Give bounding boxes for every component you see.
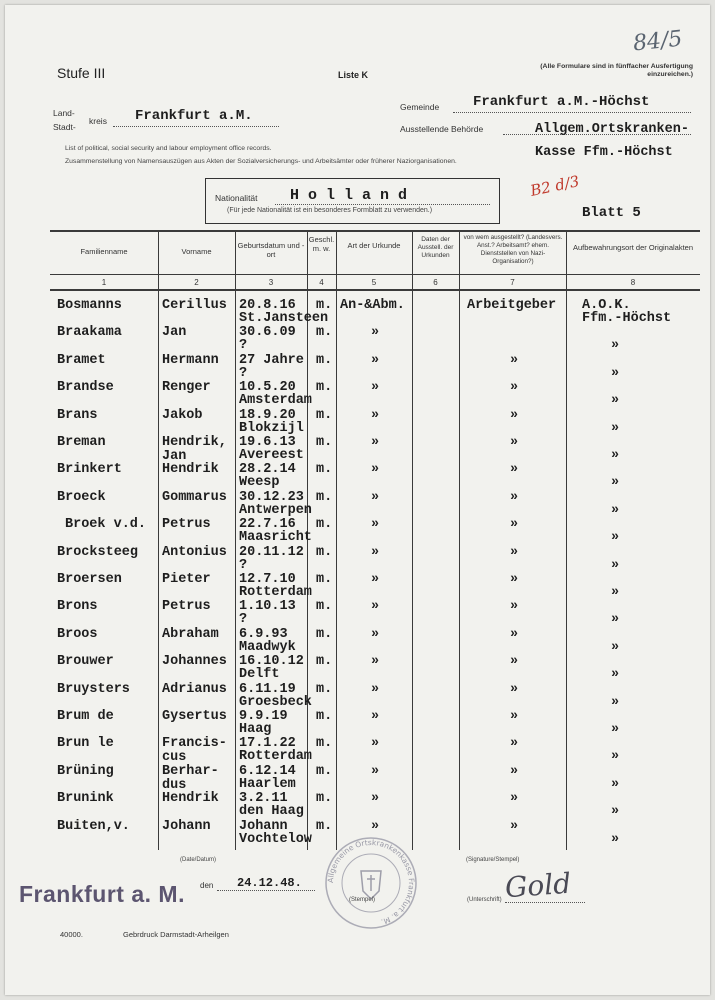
firstname-cell: Petrus <box>162 517 211 532</box>
issuer-cell: » <box>510 462 519 477</box>
art-cell: » <box>371 353 380 368</box>
surname-cell: Buiten,v. <box>57 819 130 834</box>
archive-cell: » <box>611 448 620 463</box>
round-stamp-graphic <box>323 835 419 931</box>
birthplace-cell: Avereest <box>239 448 304 463</box>
archive-cell: » <box>611 612 620 627</box>
birthdate-cell: 22.7.16 <box>239 517 296 532</box>
birthdate-cell: 16.10.12 <box>239 654 304 669</box>
firstname-cont-cell: cus <box>162 750 187 765</box>
print-code: 40000. <box>60 930 83 939</box>
birthplace-cell: ? <box>239 366 248 381</box>
col-header-surname: Familienname <box>80 247 128 256</box>
birthplace-cell: Blokzijl <box>239 421 304 436</box>
col-header-aufbewahrung: Aufbewahrungsort der Originalakten <box>572 243 694 252</box>
birthplace-cell: Delft <box>239 667 280 682</box>
firstname-cell: Antonius <box>162 545 227 560</box>
art-cell: » <box>371 736 380 751</box>
round-stamp-text: Allgemeine Ortskrankenkasse Frankfurt a. M. <box>325 837 417 927</box>
art-cell: An-&Abm. <box>340 298 405 313</box>
sex-cell: m. <box>316 819 333 834</box>
firstname-cont-cell: Jan <box>162 449 187 464</box>
firstname-cell: Cerillus <box>162 298 227 313</box>
issuer-cell: » <box>510 819 519 834</box>
col-header-daten: Daten der Ausstell. der Urkunden <box>417 236 454 260</box>
sex-cell: m. <box>316 298 333 313</box>
surname-cell: Brunink <box>57 791 114 806</box>
nationality-note: (Für jede Nationalität ist ein besonderes Formblatt zu verwenden.) <box>227 207 433 214</box>
firstname-cell: Johannes <box>162 654 227 669</box>
archive-cell: » <box>611 722 620 737</box>
sex-cell: m. <box>316 654 333 669</box>
archive-cell: A.O.K. <box>582 298 631 313</box>
archive-cell: » <box>611 366 620 381</box>
surname-cell: Broos <box>57 627 98 642</box>
col-header-art: Art der Urkunde <box>347 241 401 250</box>
firstname-cell: Francis- <box>162 736 227 751</box>
archive-cell: » <box>611 421 620 436</box>
art-cell: » <box>371 709 380 724</box>
behoerde-value-1: Allgem.Ortskranken- <box>535 122 689 137</box>
sex-cell: m. <box>316 572 333 587</box>
sex-cell: m. <box>316 325 333 340</box>
archive-cell: » <box>611 695 620 710</box>
blatt-label: Blatt 5 <box>582 205 641 221</box>
sex-cell: m. <box>316 462 333 477</box>
col-num-4: 4 <box>319 278 324 287</box>
birthplace-cell: Amsterdam <box>239 393 312 408</box>
formular-note: (Alle Formulare sind in fünffacher Ausfertigung einzureichen.) <box>540 63 693 79</box>
issuer-cell: » <box>510 682 519 697</box>
surname-cell: Broeck <box>57 490 106 505</box>
reference-mark: B2 d/3 <box>528 172 581 200</box>
firstname-cell: Hendrik, <box>162 435 227 450</box>
page-number-annotation: 84/5 <box>631 26 684 57</box>
gemeinde-label: Gemeinde <box>400 102 440 112</box>
german-description: Zusammenstellung von Namensauszügen aus Akten der Sozialversicherungs- und Arbeitsämter oder früherer Naziorganisationen. <box>65 158 457 165</box>
col-num-7: 7 <box>510 278 515 287</box>
land-label: Land- <box>53 108 75 118</box>
birthdate-cell: 1.10.13 <box>239 599 296 614</box>
issuer-cell: » <box>510 791 519 806</box>
birthplace-cell: Groesbeck <box>239 695 312 710</box>
art-cell: » <box>371 380 380 395</box>
art-cell: » <box>371 408 380 423</box>
sex-cell: m. <box>316 599 333 614</box>
surname-cell: Brocksteeg <box>57 545 139 560</box>
col-num-2: 2 <box>194 278 199 287</box>
archive-cell: » <box>611 503 620 518</box>
firstname-cell: Berhar- <box>162 764 219 779</box>
art-cell: » <box>371 627 380 642</box>
issuer-cell: » <box>510 490 519 505</box>
den-label: den <box>200 881 214 890</box>
issuer-cell: » <box>510 408 519 423</box>
gemeinde-value: Frankfurt a.M.-Höchst <box>473 94 650 110</box>
round-stamp <box>323 835 419 931</box>
birthplace-cell: Maadwyk <box>239 640 296 655</box>
surname-cell: Bramet <box>57 353 106 368</box>
issuer-cell: » <box>510 353 519 368</box>
nationality-label: Nationalität <box>215 193 258 203</box>
birthdate-cell: 9.9.19 <box>239 709 288 724</box>
surname-cell: Breman <box>57 435 106 450</box>
birthplace-cell: den Haag <box>239 804 304 819</box>
birthdate-cell: Johann <box>239 819 288 834</box>
kreis-label: kreis <box>89 116 107 126</box>
issuer-cell: » <box>510 627 519 642</box>
surname-cell: Brum de <box>57 709 114 724</box>
firstname-cell: Adrianus <box>162 682 227 697</box>
printer-label: Gebrdruck Darmstadt-Arheilgen <box>123 930 229 939</box>
archive-cell: » <box>611 530 620 545</box>
signature: Gold <box>503 866 573 905</box>
col-num-3: 3 <box>268 278 274 287</box>
archive-cell: » <box>611 749 620 764</box>
liste-label: Liste K <box>338 70 369 80</box>
firstname-cell: Petrus <box>162 599 211 614</box>
art-cell: » <box>371 599 380 614</box>
birthdate-cell: 28.2.14 <box>239 462 296 477</box>
birthplace-cell: Haarlem <box>239 777 296 792</box>
art-cell: » <box>371 654 380 669</box>
archive-cell: » <box>611 475 620 490</box>
firstname-cell: Hendrik <box>162 462 219 477</box>
surname-cell: Brouwer <box>57 654 114 669</box>
archive-cell: » <box>611 640 620 655</box>
birthplace-cell: Maasricht <box>239 530 312 545</box>
archive-cell: » <box>611 585 620 600</box>
birthdate-cell: 6.9.93 <box>239 627 288 642</box>
col-num-1: 1 <box>101 278 107 287</box>
birthdate-cell: 27 Jahre <box>239 353 304 368</box>
firstname-cell: Jakob <box>162 408 203 423</box>
firstname-cell: Johann <box>162 819 211 834</box>
issuer-cell: » <box>510 572 519 587</box>
archive-cell: » <box>611 338 620 353</box>
sex-cell: m. <box>316 791 333 806</box>
art-cell: » <box>371 435 380 450</box>
archive-cell: » <box>611 558 620 573</box>
firstname-cell: Hendrik <box>162 791 219 806</box>
archive-cell: » <box>611 804 620 819</box>
english-description: List of political, social security and labour employment office records. <box>65 145 272 152</box>
art-cell: » <box>371 517 380 532</box>
col-header-von-wem: von wem ausgestellt? (Landesvers. Anst.? Arbeitsamt? ehem. Dienststellen von Nazi-Organisation?) <box>463 234 563 265</box>
birthdate-cell: 6.12.14 <box>239 764 296 779</box>
col-num-6: 6 <box>433 278 438 287</box>
birthplace-cell: Haag <box>239 722 272 737</box>
surname-cell: Braakama <box>57 325 122 340</box>
issuer-cell: » <box>510 545 519 560</box>
kreis-value: Frankfurt a.M. <box>135 108 253 124</box>
birthplace-cell: St.Jansteen <box>239 311 329 326</box>
stufe-label: Stufe III <box>57 65 106 81</box>
issuer-cell: » <box>510 517 519 532</box>
col-header-sex: Geschl. m. w. <box>308 235 335 254</box>
sex-cell: m. <box>316 408 333 423</box>
art-cell: » <box>371 462 380 477</box>
behoerde-value-2: Kasse Ffm.-Höchst <box>535 145 673 160</box>
sex-cell: m. <box>316 435 333 450</box>
birthplace-cell: ? <box>239 558 248 573</box>
sex-cell: m. <box>316 736 333 751</box>
art-cell: » <box>371 490 380 505</box>
surname-cell: Brans <box>57 408 98 423</box>
birthplace-cell: Weesp <box>239 475 280 490</box>
surname-cell: Brons <box>57 599 98 614</box>
issuer-cell: » <box>510 380 519 395</box>
sex-cell: m. <box>316 709 333 724</box>
birthdate-cell: 3.2.11 <box>239 791 288 806</box>
firstname-cell: Pieter <box>162 572 211 587</box>
birthdate-cell: 10.5.20 <box>239 380 296 395</box>
firstname-cell: Gysertus <box>162 709 227 724</box>
birthplace-cell: ? <box>239 612 248 627</box>
birthplace-cell: Antwerpen <box>239 503 312 518</box>
col-header-birth: Geburtsdatum und -ort <box>237 241 305 260</box>
firstname-cont-cell: dus <box>162 778 187 793</box>
birthdate-cell: 12.7.10 <box>239 572 296 587</box>
col-header-firstname: Vorname <box>181 247 212 256</box>
birthplace-cell: ? <box>239 338 248 353</box>
surname-cell: Broek v.d. <box>65 517 147 532</box>
stamp-label: (Stempel) <box>349 897 376 903</box>
nationality-value: H o l l a n d <box>290 187 408 204</box>
birthplace-cell: Rotterdam <box>239 749 312 764</box>
stadt-label: Stadt- <box>53 122 76 132</box>
firstname-cell: Renger <box>162 380 211 395</box>
col-num-8: 8 <box>630 278 636 287</box>
art-cell: » <box>371 791 380 806</box>
art-cell: » <box>371 572 380 587</box>
surname-cell: Brun le <box>57 736 114 751</box>
birthdate-cell: 20.8.16 <box>239 298 296 313</box>
birthdate-cell: 30.6.09 <box>239 325 296 340</box>
sex-cell: m. <box>316 353 333 368</box>
sex-cell: m. <box>316 545 333 560</box>
art-cell: » <box>371 764 380 779</box>
firstname-cell: Jan <box>162 325 187 340</box>
surname-cell: Brandse <box>57 380 114 395</box>
firstname-cell: Hermann <box>162 353 219 368</box>
art-cell: » <box>371 325 380 340</box>
issuer-cell: » <box>510 764 519 779</box>
unterschrift-label: (Unterschrift) <box>467 897 502 903</box>
issuer-cell: » <box>510 736 519 751</box>
birthplace-cell: Vochtelow <box>239 832 312 847</box>
surname-cell: Brinkert <box>57 462 122 477</box>
issuer-cell: » <box>510 435 519 450</box>
document-page <box>5 5 710 995</box>
birthdate-cell: 18.9.20 <box>239 408 296 423</box>
birthplace-cell: Rotterdam <box>239 585 312 600</box>
sex-cell: m. <box>316 517 333 532</box>
sex-cell: m. <box>316 764 333 779</box>
sex-cell: m. <box>316 682 333 697</box>
archive-cont-cell: Ffm.-Höchst <box>582 311 672 326</box>
issuer-cell: Arbeitgeber <box>467 298 557 313</box>
archive-cell: » <box>611 832 620 847</box>
firstname-cell: Abraham <box>162 627 219 642</box>
art-cell: » <box>371 819 380 834</box>
issuer-cell: » <box>510 709 519 724</box>
archive-cell: » <box>611 393 620 408</box>
art-cell: » <box>371 545 380 560</box>
sex-cell: m. <box>316 627 333 642</box>
surname-cell: Bruysters <box>57 682 130 697</box>
signature-label: (Signature/Stempel) <box>466 857 520 863</box>
issuer-cell: » <box>510 654 519 669</box>
behoerde-label: Ausstellende Behörde <box>400 124 484 134</box>
date-label: (Date/Datum) <box>180 857 217 863</box>
col-num-5: 5 <box>371 278 377 287</box>
issuer-cell: » <box>510 599 519 614</box>
birthdate-cell: 17.1.22 <box>239 736 296 751</box>
art-cell: » <box>371 682 380 697</box>
sex-cell: m. <box>316 490 333 505</box>
firstname-cell: Gommarus <box>162 490 227 505</box>
surname-cell: Bosmanns <box>57 298 122 313</box>
archive-cell: » <box>611 667 620 682</box>
birthdate-cell: 20.11.12 <box>239 545 304 560</box>
birthdate-cell: 6.11.19 <box>239 682 296 697</box>
surname-cell: Brüning <box>57 764 114 779</box>
birthdate-cell: 19.6.13 <box>239 435 296 450</box>
birthdate-cell: 30.12.23 <box>239 490 304 505</box>
sex-cell: m. <box>316 380 333 395</box>
city-stamp: Frankfurt a. M. <box>19 881 185 907</box>
date-value: 24.12.48. <box>237 876 302 890</box>
surname-cell: Broersen <box>57 572 122 587</box>
archive-cell: » <box>611 777 620 792</box>
